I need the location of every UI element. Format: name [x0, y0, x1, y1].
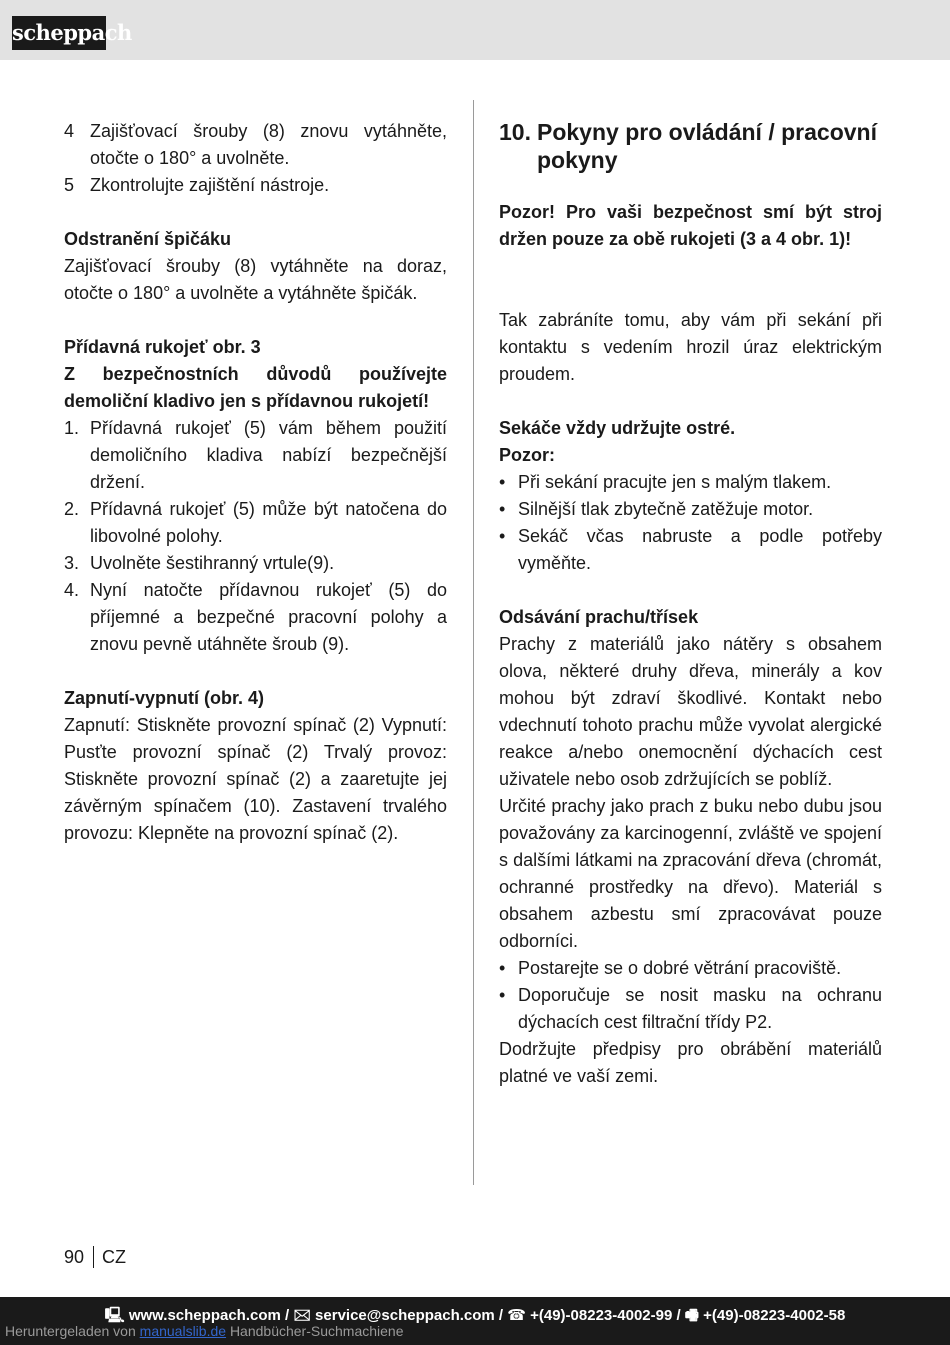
step-text: Zkontrolujte zajištění nástroje.: [90, 175, 330, 195]
download-suffix: Handbücher-Suchmachiene: [229, 1323, 404, 1339]
list-item: [499, 469, 882, 496]
bullet-text: Sekáč včas nabruste a podle potřeby vyměňte.: [518, 526, 882, 573]
step-text: Přídavná rukojeť (5) může být natočena do libovolné polohy.: [90, 499, 447, 546]
dust-text-2: Určité prachy jako prach z buku nebo dubu jsou považovány za karcinogenní, zvláště ve spojení s dalšími látkami na zpracování dřeva (chromát, ochranné prostředky na dřevo). Materiál s obsahem azbestu smí zpracovávat pouze odborníci.: [499, 796, 882, 951]
safety-caution: Pozor! Pro vaši bezpečnost smí být stroj držen pouze za obě rukojeti (3 a 4 obr. 1)!: [499, 202, 882, 249]
page-number: 90: [64, 1247, 85, 1267]
handle-step-2: [64, 496, 447, 550]
bullet-text: Při sekání pracujte jen s malým tlakem.: [518, 472, 832, 492]
chisel-removal-heading: Odstranění špičáku: [64, 229, 232, 249]
step-number: 2.: [64, 499, 80, 519]
step-number: 5: [64, 175, 75, 195]
section-title-text: Pokyny pro ovládání / pracovní pokyny: [537, 119, 877, 173]
dust-closing-text: Dodržujte předpisy pro obrábění materiálů platné ve vaší zemi.: [499, 1039, 882, 1086]
step-number: 3.: [64, 553, 80, 573]
step-number: 4: [64, 121, 75, 141]
page-separator: [93, 1246, 94, 1268]
header-band: [0, 0, 950, 60]
list-item: [499, 523, 882, 577]
left-column: [64, 118, 447, 847]
list-item: [499, 955, 882, 982]
step-text: Přídavná rukojeť (5) vám během použití demoličního kladiva nabízí bezpečnější držení.: [90, 418, 447, 492]
dust-text-1: Prachy z materiálů jako nátěry s obsahem olova, některé druhy dřeva, minerály a kov mohou být zdraví škodlivé. Kontakt nebo vdechnutí tohoto prachu může vyvolat alergické reakce a/nebo onemocnění dýchacích cest uživatele nebo osob zdržujících se poblíž.: [499, 634, 882, 789]
bullet-marker: •: [499, 499, 506, 519]
section-title: [499, 118, 882, 174]
aux-handle-warning: Z bezpečnostních důvodů používejte demoliční kladivo jen s přídavnou rukojetí!: [64, 364, 447, 411]
step-item-5: [64, 172, 447, 199]
handle-step-3: [64, 550, 447, 577]
list-item: [499, 982, 882, 1036]
manualslib-link[interactable]: manualslib.de: [139, 1323, 227, 1339]
on-off-text: Zapnutí: Stiskněte provozní spínač (2) Vypnutí: Pusťte provozní spínač (2) Trvalý provoz: Stiskněte provozní spínač (2) a zaaretujte jej závěrným spínačem (10). Zastavení trvalého provozu: Klepněte na provozní spínač (2).: [64, 715, 447, 843]
step-number: 1.: [64, 418, 80, 438]
download-note: [5, 1322, 404, 1340]
sharp-chisel-heading: Sekáče vždy udržujte ostré.: [499, 418, 736, 438]
dust-extraction-heading: Odsávání prachu/třísek: [499, 607, 699, 627]
caution-label: Pozor:: [499, 445, 555, 465]
bullet-marker: •: [499, 985, 506, 1005]
step-text: Nyní natočte přídavnou rukojeť (5) do příjemné a bezpečné pracovní polohy a znovu pevně utáhněte šroub (9).: [90, 580, 447, 654]
download-prefix: Heruntergeladen von: [5, 1323, 136, 1339]
step-text: Zajišťovací šrouby (8) znovu vytáhněte, otočte o 180° a uvolněte.: [90, 121, 447, 168]
section-number: 10.: [499, 119, 531, 145]
bullet-marker: •: [499, 958, 506, 978]
bullet-text: Silnější tlak zbytečně zatěžuje motor.: [518, 499, 814, 519]
step-number: 4.: [64, 580, 80, 600]
chisel-removal-text: Zajišťovací šrouby (8) vytáhněte na doraz, otočte o 180° a uvolněte a vytáhněte špičák.: [64, 256, 447, 303]
bullet-text: Postarejte se o dobré větrání pracoviště.: [518, 958, 842, 978]
column-divider: [473, 100, 474, 1185]
step-text: Uvolněte šestihranný vrtule(9).: [90, 553, 335, 573]
shock-prevention-text: Tak zabráníte tomu, aby vám při sekání při kontaktu s vedením hrozil úraz elektrickým proudem.: [499, 310, 882, 384]
contact-line: 🖳 www.scheppach.com / 🖂 service@scheppach.com / ☎ +(49)-08223-4002-99 / 🖷 +(49)-08223-4002-58: [104, 1307, 846, 1324]
list-item: [499, 496, 882, 523]
page-footer: [64, 1244, 126, 1270]
handle-step-1: [64, 415, 447, 496]
bullet-marker: •: [499, 526, 506, 546]
handle-step-4: [64, 577, 447, 658]
bullet-text: Doporučuje se nosit masku na ochranu dýchacích cest filtrační třídy P2.: [518, 985, 882, 1032]
scheppach-logo: scheppach: [12, 16, 106, 50]
on-off-heading: Zapnutí-vypnutí (obr. 4): [64, 688, 264, 708]
right-column: [499, 118, 882, 1090]
aux-handle-heading: Přídavná rukojeť obr. 3: [64, 337, 261, 357]
bullet-marker: •: [499, 472, 506, 492]
step-item-4: [64, 118, 447, 172]
language-code: CZ: [102, 1247, 127, 1267]
